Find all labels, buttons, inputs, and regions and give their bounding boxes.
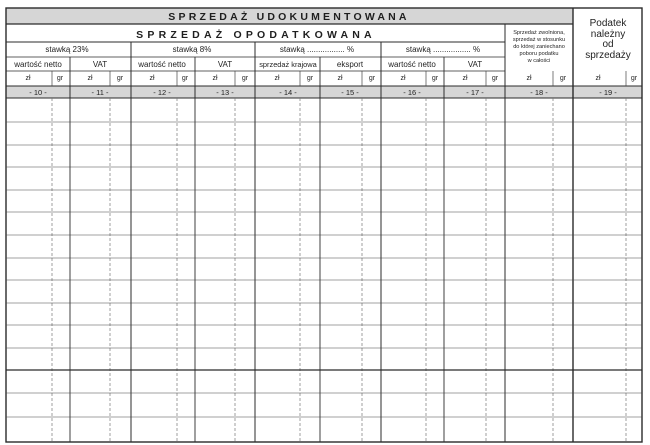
unit-zl-19: zł	[595, 75, 601, 82]
rate-blank-label-1: stawką ................. %	[279, 45, 355, 54]
exempt-line-4: poboru podatku	[519, 51, 559, 57]
unit-gr-11: gr	[116, 75, 124, 82]
export-label: eksport	[336, 60, 364, 69]
column-number-17: - 17 -	[466, 88, 484, 97]
column-number-16: - 16 -	[403, 88, 421, 97]
net-value-8-label: wartość netto	[138, 60, 186, 69]
unit-gr-17: gr	[491, 75, 499, 82]
column-number-19: - 19 -	[599, 88, 617, 97]
unit-gr-19: gr	[630, 75, 638, 82]
unit-zl-12: zł	[149, 75, 155, 82]
unit-gr-12: gr	[181, 75, 189, 82]
unit-zl-14: zł	[274, 75, 280, 82]
net-value-blank-label: wartość netto	[388, 60, 436, 69]
unit-gr-10: gr	[56, 75, 64, 82]
taxed-sales-title: SPRZEDAŻ OPODATKOWANA	[136, 29, 376, 41]
unit-zl-17: zł	[462, 75, 468, 82]
rate-8-label: stawką 8%	[172, 45, 212, 54]
vat-8-label: VAT	[217, 60, 233, 69]
unit-labels	[25, 75, 637, 82]
form-frame	[6, 8, 642, 442]
vat-23-label: VAT	[92, 60, 108, 69]
unit-zl-11: zł	[87, 75, 93, 82]
rate-blank-label-2: stawką ................. %	[405, 45, 481, 54]
rate-23-label: stawką 23%	[45, 45, 89, 54]
unit-zl-10: zł	[25, 75, 31, 82]
unit-zl-16: zł	[400, 75, 406, 82]
column-number-14: - 14 -	[279, 88, 297, 97]
column-number-12: - 12 -	[153, 88, 171, 97]
documented-sales-title: SPRZEDAŻ UDOKUMENTOWANA	[168, 11, 410, 23]
unit-zl-15: zł	[337, 75, 343, 82]
unit-gr-15: gr	[368, 75, 376, 82]
tax-due-line-3: od	[602, 39, 614, 50]
domestic-sales-label: sprzedaż krajowa	[259, 60, 317, 69]
column-number-13: - 13 -	[216, 88, 234, 97]
unit-gr-16: gr	[431, 75, 439, 82]
ledger-grid	[6, 8, 642, 442]
unit-zl-13: zł	[212, 75, 218, 82]
unit-gr-13: gr	[241, 75, 249, 82]
unit-zl-18: zł	[526, 75, 532, 82]
sub-header-labels	[13, 60, 482, 69]
tax-due-title	[585, 18, 631, 61]
vat-blank-label: VAT	[467, 60, 483, 69]
exempt-line-3: do której zaniechano	[513, 44, 565, 50]
column-number-10: - 10 -	[29, 88, 47, 97]
column-number-15: - 15 -	[341, 88, 359, 97]
net-value-23-label: wartość netto	[14, 60, 62, 69]
column-number-11: - 11 -	[91, 88, 109, 97]
column-number-18: - 18 -	[530, 88, 548, 97]
rate-group-labels	[45, 45, 480, 54]
exempt-line-1: Sprzedaż zwolniona,	[513, 30, 565, 36]
tax-due-line-1: Podatek	[589, 18, 627, 29]
exempt-sales-note	[513, 30, 565, 64]
unit-gr-18: gr	[559, 75, 567, 82]
exempt-line-2: sprzedaż w stosunku	[512, 37, 566, 43]
tax-due-line-2: należny	[590, 29, 626, 40]
tax-due-line-4: sprzedaży	[585, 50, 631, 61]
exempt-line-5: w całości	[527, 58, 551, 64]
unit-gr-14: gr	[306, 75, 314, 82]
